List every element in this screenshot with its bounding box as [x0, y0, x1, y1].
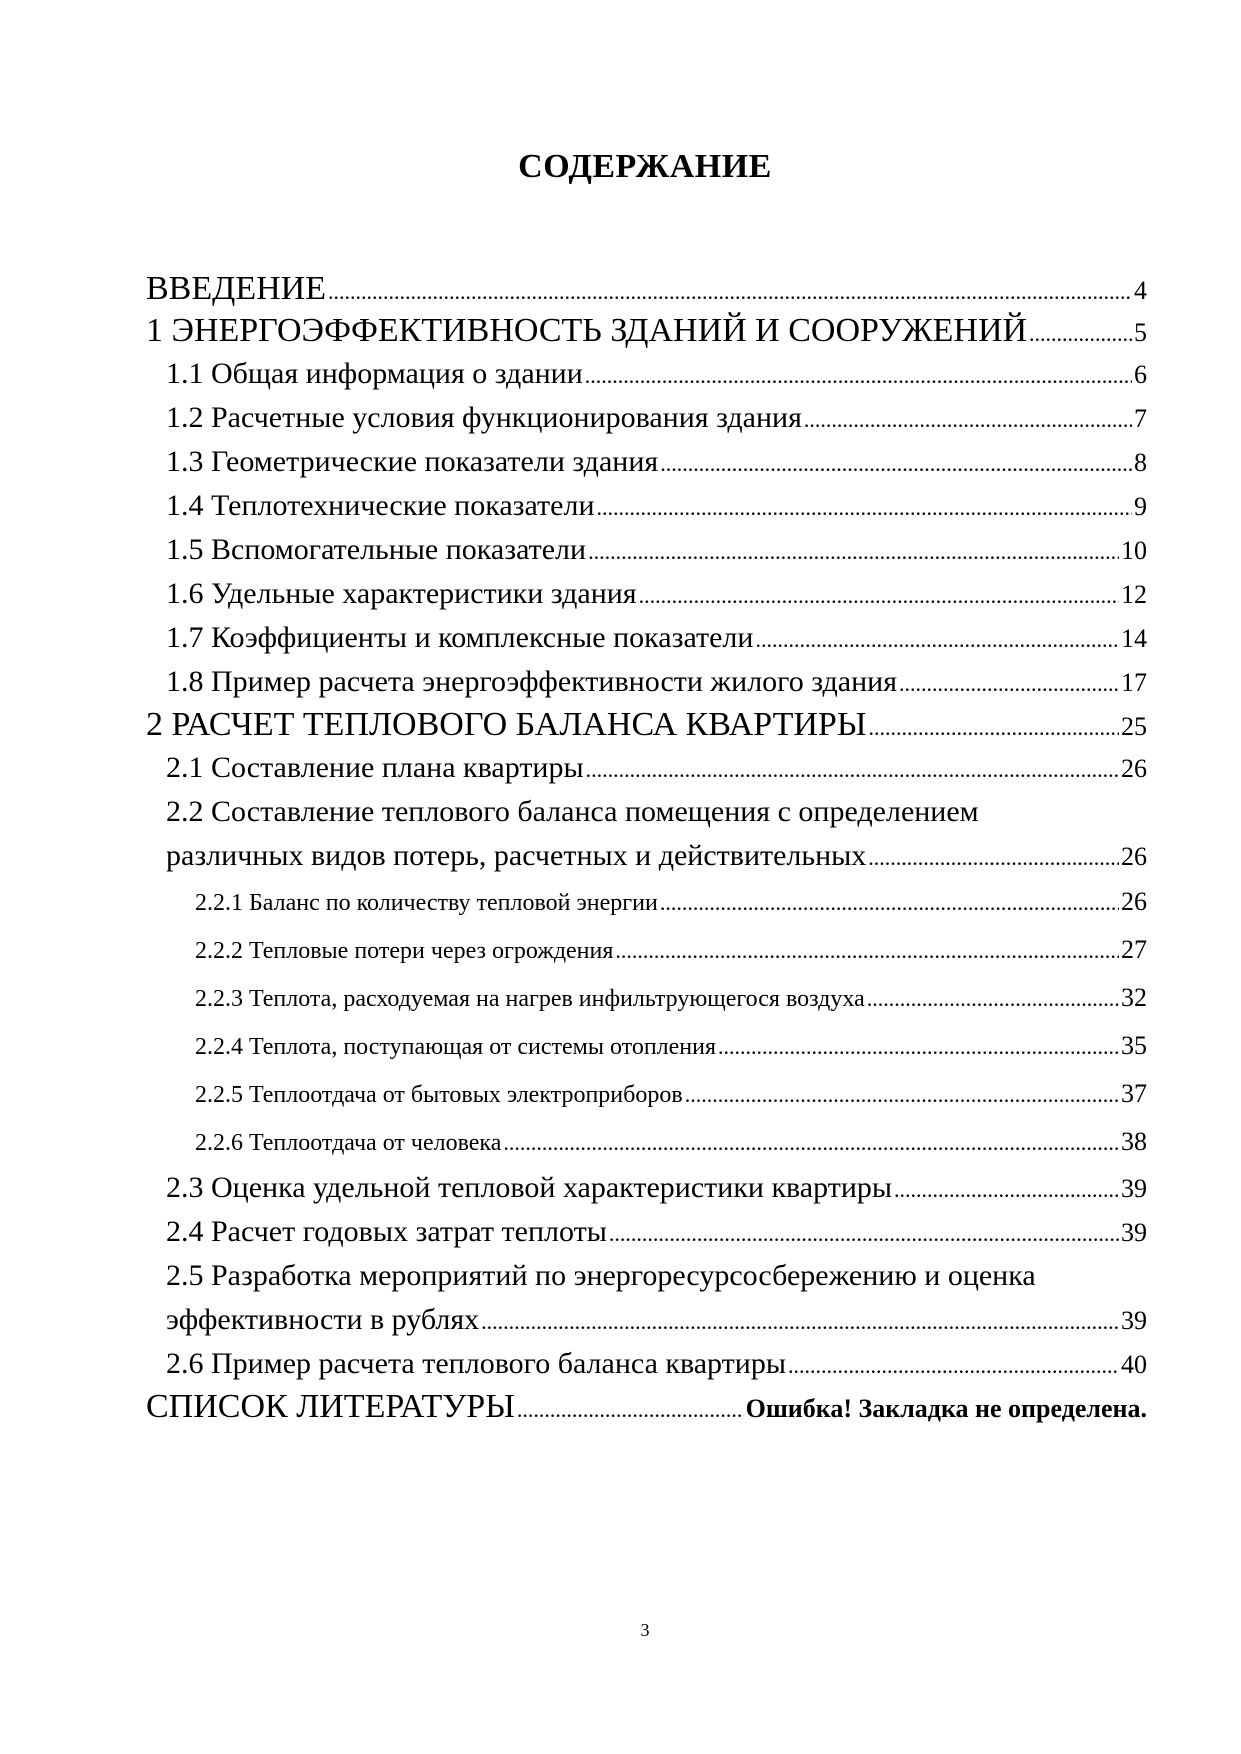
toc-entry-page: 26: [1121, 842, 1147, 871]
dot-leader: [1029, 313, 1132, 355]
dot-leader: [588, 530, 1119, 574]
toc-entry-references[interactable]: [146, 1386, 1147, 1428]
toc-entry-2-2-1[interactable]: [146, 878, 1147, 926]
toc-entry-label: 2.2.6 Теплоотдача от человека: [195, 1130, 502, 1156]
dot-leader: [868, 836, 1119, 880]
bookmark-error-text: Ошибка! Закладка не определена.: [745, 1394, 1147, 1423]
toc-entry-label: 1.3 Геометрические показатели здания: [166, 445, 659, 478]
dot-leader: [788, 1344, 1119, 1388]
toc-entry-label: 2.2.3 Теплота, расходуемая на нагрев инфильтрующегося воздуха: [195, 986, 865, 1012]
toc-entry-1-8[interactable]: [146, 660, 1147, 704]
table-of-contents: [146, 268, 1147, 1428]
dot-leader: [481, 1300, 1119, 1344]
toc-entry-2-2-3[interactable]: [146, 974, 1147, 1022]
toc-entry-page: 12: [1121, 580, 1147, 609]
dot-leader: [718, 1023, 1119, 1071]
toc-entry-2-1[interactable]: [146, 746, 1147, 790]
toc-entry-1-3[interactable]: [146, 440, 1147, 484]
toc-entry-2-2-6[interactable]: [146, 1118, 1147, 1166]
toc-entry-1-4[interactable]: [146, 484, 1147, 528]
toc-entry-1-2[interactable]: [146, 396, 1147, 440]
toc-entry-page: 39: [1121, 1306, 1147, 1335]
toc-entry-label: 1.7 Коэффициенты и комплексные показатели: [166, 621, 754, 654]
toc-entry-2-5[interactable]: [146, 1254, 1147, 1342]
dot-leader: [899, 662, 1119, 706]
toc-entry-page: 37: [1121, 1079, 1147, 1108]
toc-entry-1-1[interactable]: [146, 352, 1147, 396]
toc-entry-label: 1.1 Общая информация о здании: [166, 357, 583, 390]
toc-entry-label: 2.3 Оценка удельной тепловой характеристики квартиры: [166, 1171, 893, 1204]
toc-entry-page: 9: [1134, 492, 1147, 521]
page-title: СОДЕРЖАНИЕ: [518, 148, 772, 185]
toc-entry-page: 26: [1121, 754, 1147, 783]
toc-entry-label: СПИСОК ЛИТЕРАТУРЫ: [146, 1388, 515, 1425]
dot-leader: [597, 486, 1132, 530]
dot-leader: [685, 1071, 1119, 1119]
toc-entry-label: 2 РАСЧЕТ ТЕПЛОВОГО БАЛАНСА КВАРТИРЫ: [146, 706, 867, 743]
dot-leader: [660, 879, 1119, 927]
toc-entry-chapter-2[interactable]: [146, 704, 1147, 746]
toc-entry-label: 1.8 Пример расчета энергоэффективности жилого здания: [166, 665, 898, 698]
toc-entry-label: 2.6 Пример расчета теплового баланса квартиры: [166, 1347, 786, 1380]
toc-entry-2-6[interactable]: [146, 1342, 1147, 1386]
toc-entry-page: 10: [1121, 536, 1147, 565]
toc-entry-page: 38: [1121, 1127, 1147, 1156]
dot-leader: [755, 618, 1119, 662]
toc-entry-page: 32: [1121, 983, 1147, 1012]
toc-entry-page: 27: [1121, 935, 1147, 964]
toc-entry-label: 2.2.1 Баланс по количеству тепловой энергии: [195, 890, 658, 916]
toc-entry-label: 1 ЭНЕРГОЭФФЕКТИВНОСТЬ ЗДАНИЙ И СООРУЖЕНИЙ: [146, 312, 1028, 349]
toc-entry-2-2[interactable]: [146, 790, 1147, 878]
toc-entry-label: 2.2.2 Тепловые потери через огрождения: [195, 938, 614, 964]
toc-entry-label: 1.4 Теплотехнические показатели: [166, 489, 595, 522]
toc-entry-label: 2.2.4 Теплота, поступающая от системы отопления: [195, 1034, 717, 1060]
toc-entry-page: 25: [1121, 712, 1147, 741]
toc-entry-page: 39: [1121, 1174, 1147, 1203]
toc-entry-page: 14: [1121, 624, 1147, 653]
toc-entry-label: 2.4 Расчет годовых затрат теплоты: [166, 1215, 607, 1248]
dot-leader: [639, 574, 1119, 618]
dot-leader: [615, 927, 1119, 975]
toc-entry-page: 8: [1134, 448, 1147, 477]
toc-entry-page: 5: [1134, 318, 1147, 347]
toc-entry-2-2-2[interactable]: [146, 926, 1147, 974]
toc-entry-label-line-1: 2.5 Разработка мероприятий по энергоресурсосбережению и оценка: [166, 1259, 1036, 1292]
toc-entry-page: 39: [1121, 1218, 1147, 1247]
toc-entry-1-6[interactable]: [146, 572, 1147, 616]
toc-entry-2-3[interactable]: [146, 1166, 1147, 1210]
toc-entry-page: 6: [1134, 360, 1147, 389]
dot-leader: [328, 271, 1132, 313]
toc-entry-label: ВВЕДЕНИЕ: [146, 270, 326, 307]
toc-entry-page: 17: [1121, 668, 1147, 697]
toc-entry-page: 26: [1121, 887, 1147, 916]
toc-entry-label: 1.6 Удельные характеристики здания: [166, 577, 637, 610]
dot-leader: [609, 1212, 1119, 1256]
toc-entry-label: 2.2.5 Теплоотдача от бытовых электроприборов: [195, 1082, 683, 1108]
dot-leader: [894, 1168, 1119, 1212]
toc-entry-intro[interactable]: [146, 268, 1147, 310]
toc-entry-page: 7: [1134, 404, 1147, 433]
toc-entry-label-line-2: различных видов потерь, расчетных и действительных: [166, 839, 867, 872]
toc-entry-page: 35: [1121, 1031, 1147, 1060]
dot-leader: [804, 398, 1132, 442]
toc-entry-page: 40: [1121, 1350, 1147, 1379]
dot-leader: [867, 975, 1119, 1023]
dot-leader: [869, 707, 1120, 749]
dot-leader: [517, 1389, 744, 1431]
toc-entry-label-line-2: эффективности в рублях: [166, 1303, 480, 1336]
dot-leader: [660, 442, 1132, 486]
toc-entry-chapter-1[interactable]: [146, 310, 1147, 352]
toc-entry-page: 4: [1134, 276, 1147, 305]
toc-entry-label: 1.2 Расчетные условия функционирования здания: [166, 401, 802, 434]
toc-entry-2-2-5[interactable]: [146, 1070, 1147, 1118]
dot-leader: [586, 748, 1119, 792]
toc-entry-1-5[interactable]: [146, 528, 1147, 572]
dot-leader: [503, 1119, 1119, 1167]
toc-entry-label: 2.1 Составление плана квартиры: [166, 751, 584, 784]
toc-entry-1-7[interactable]: [146, 616, 1147, 660]
dot-leader: [585, 354, 1132, 398]
toc-entry-2-4[interactable]: [146, 1210, 1147, 1254]
toc-entry-label: 1.5 Вспомогательные показатели: [166, 533, 587, 566]
toc-entry-label-line-1: 2.2 Составление теплового баланса помещения с определением: [166, 795, 979, 828]
page-number: 3: [640, 1620, 650, 1640]
toc-entry-2-2-4[interactable]: [146, 1022, 1147, 1070]
